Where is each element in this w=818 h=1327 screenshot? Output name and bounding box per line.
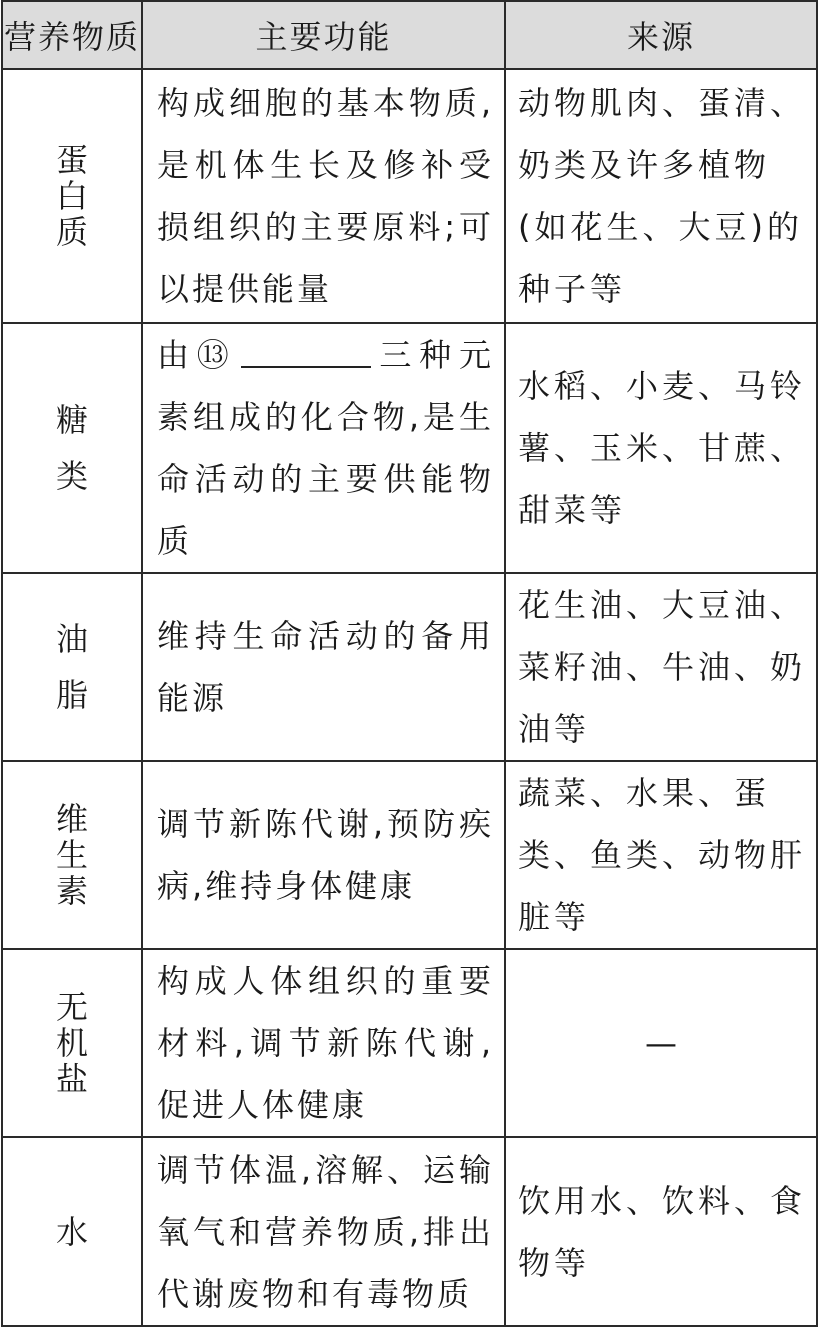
table-row-fat	[2, 573, 817, 761]
source-cell: 水稻、小麦、马铃薯、玉米、甘蔗、甜菜等	[505, 323, 817, 573]
table-row-protein	[2, 69, 817, 323]
nutrient-name-cell	[2, 69, 142, 323]
nutrient-name: 蛋白质	[55, 141, 88, 251]
header-row	[2, 1, 817, 69]
nutrient-name: 油脂	[55, 620, 88, 714]
source-cell: 饮用水、饮料、食物等	[505, 1137, 817, 1326]
fill-in-blank[interactable]	[241, 336, 371, 368]
function-cell	[142, 323, 505, 573]
function-cell: 构成人体组织的重要材料,调节新陈代谢,促进人体健康	[142, 949, 505, 1137]
nutrients-table	[1, 0, 818, 1327]
header-source: 来源	[505, 1, 817, 69]
header-function: 主要功能	[142, 1, 505, 69]
nutrient-name-cell	[2, 573, 142, 761]
nutrient-name-cell	[2, 1137, 142, 1326]
function-cell: 构成细胞的基本物质,是机体生长及修补受损组织的主要原料;可以提供能量	[142, 69, 505, 323]
nutrient-name-cell	[2, 323, 142, 573]
table-row-vitamin	[2, 761, 817, 949]
table-row-water	[2, 1137, 817, 1326]
function-cell: 调节体温,溶解、运输氧气和营养物质,排出代谢废物和有毒物质	[142, 1137, 505, 1326]
nutrient-name: 无机盐	[55, 988, 88, 1098]
function-cell: 调节新陈代谢,预防疾病,维持身体健康	[142, 761, 505, 949]
table-row-sugar	[2, 323, 817, 573]
source-cell: 花生油、大豆油、菜籽油、牛油、奶油等	[505, 573, 817, 761]
nutrient-name: 维生素	[55, 800, 88, 910]
header-name: 营养物质	[2, 1, 142, 69]
source-cell: 动物肌肉、蛋清、奶类及许多植物(如花生、大豆)的种子等	[505, 69, 817, 323]
source-cell: 蔬菜、水果、蛋类、鱼类、动物肝脏等	[505, 761, 817, 949]
nutrient-name: 糖类	[55, 401, 88, 495]
table-row-mineral	[2, 949, 817, 1137]
nutrient-name: 水	[55, 1212, 88, 1251]
function-cell: 维持生命活动的备用能源	[142, 573, 505, 761]
source-cell: —	[505, 949, 817, 1137]
nutrient-name-cell	[2, 761, 142, 949]
function-suffix: 三种元素组成的化合物,是生命活动的主要供能物质	[157, 336, 494, 560]
nutrient-name-cell	[2, 949, 142, 1137]
function-prefix: 由⑬	[157, 336, 237, 374]
